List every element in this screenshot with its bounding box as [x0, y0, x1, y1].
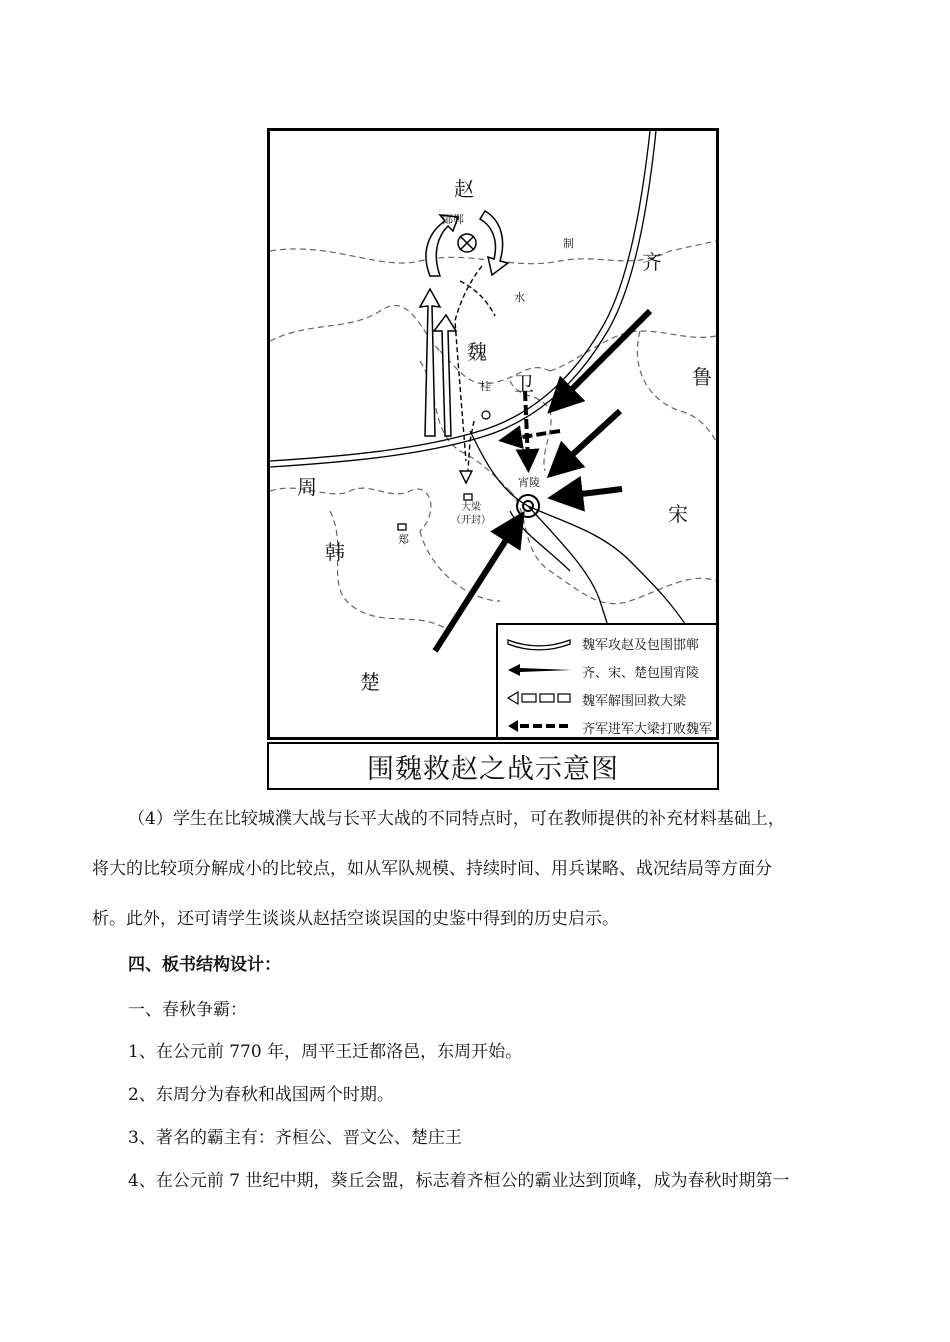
hollow-dashed-arrow-icon — [504, 688, 574, 708]
legend-item — [498, 657, 719, 683]
gui-marker — [482, 411, 490, 419]
place-zheng: 郑 — [398, 533, 409, 546]
outline-title: 一、春秋争霸： — [128, 1000, 247, 1020]
solid-arrow-icon — [504, 660, 574, 680]
zheng-marker — [398, 524, 406, 530]
qi-advance-arrows — [510, 391, 560, 461]
map-legend — [496, 623, 719, 740]
place-gui: 桂 — [480, 380, 491, 393]
place-handan: 邯郸 — [442, 213, 464, 226]
state-chu: 楚 — [360, 670, 380, 694]
legend-label: 魏军解围回救大梁 — [582, 694, 687, 709]
kaifeng-label: （开封） — [451, 515, 491, 526]
paragraph-line: 析。此外，还可请学生谈谈从赵括空谈误国的史鉴中得到的历史启示。 — [92, 909, 619, 929]
state-song: 宋 — [668, 502, 688, 526]
outline-item: 2、东周分为春秋和战国两个时期。 — [128, 1085, 394, 1105]
hollow-curved-arrow-icon — [504, 632, 574, 652]
section-heading: 四、板书结构设计： — [128, 955, 281, 975]
place-daliang — [446, 501, 496, 527]
legend-label: 魏军攻赵及包围邯郸 — [582, 638, 700, 653]
outline-item: 1、在公元前 770 年，周平王迁都洛邑，东周开始。 — [128, 1042, 523, 1062]
daliang-marker — [464, 494, 472, 500]
state-wei: 魏 — [467, 340, 487, 364]
paragraph-line: （4）学生在比较城濮大战与长平大战的不同特点时，可在教师提供的补充材料基础上， — [128, 809, 785, 829]
battle-map-figure — [267, 128, 719, 790]
state-qi: 齐 — [642, 250, 662, 274]
place-ji: 制 — [563, 237, 574, 250]
battle-map — [267, 128, 719, 740]
paragraph-line: 将大的比较项分解成小的比较点，如从军队规模、持续时间、用兵谋略、战况结局等方面分 — [92, 859, 772, 879]
legend-label: 齐军进军大梁打败魏军 — [582, 722, 713, 737]
rivers — [270, 131, 690, 671]
daliang-label: 大梁 — [461, 502, 481, 513]
legend-item — [498, 685, 719, 711]
dashed-arrow-icon — [504, 716, 574, 736]
state-lu: 鲁 — [692, 365, 712, 389]
wei-attack-arrows — [420, 211, 508, 436]
state-borders — [270, 241, 716, 631]
state-zhao: 赵 — [454, 177, 474, 201]
handan-siege-marker — [458, 234, 476, 252]
legend-item — [498, 713, 719, 739]
state-zhou: 周 — [297, 475, 317, 499]
outline-item: 3、著名的霸主有：齐桓公、晋文公、楚庄王 — [128, 1128, 462, 1148]
outline-item: 4、在公元前 7 世纪中期，葵丘会盟，标志着齐桓公的霸业达到顶峰，成为春秋时期第一 — [128, 1171, 790, 1191]
figure-caption: 围魏救赵之战示意图 — [267, 742, 719, 790]
legend-item — [498, 629, 719, 655]
state-weiguo: 卫 — [514, 372, 534, 396]
place-shui: 水 — [514, 291, 525, 304]
place-guiling: 宵陵 — [518, 476, 540, 489]
state-han: 韩 — [325, 540, 345, 564]
legend-label: 齐、宋、楚包围宵陵 — [582, 666, 700, 681]
